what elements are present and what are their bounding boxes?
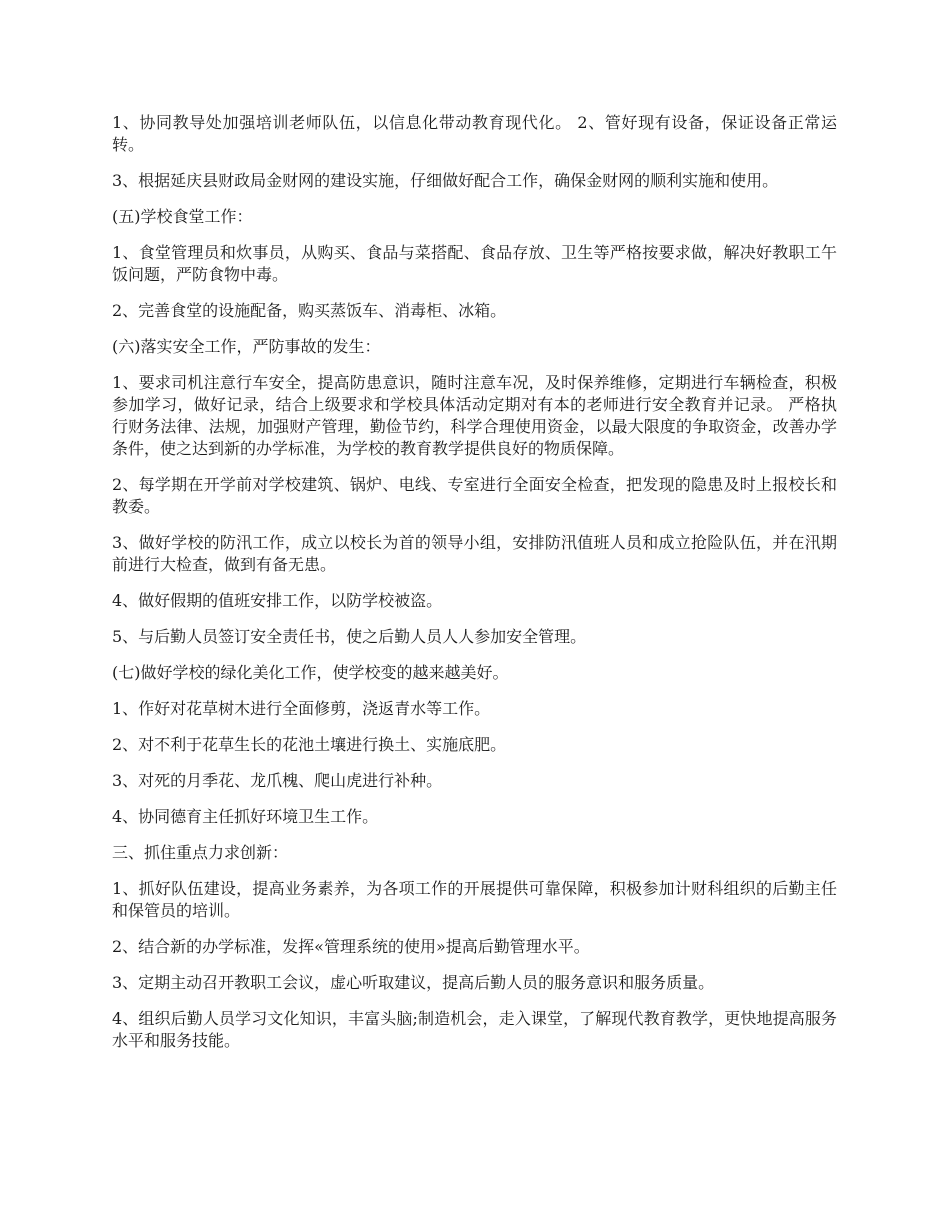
paragraph: 5、与后勤人员签订安全责任书，使之后勤人员人人参加安全管理。	[112, 627, 587, 646]
section-heading: (七)做好学校的绿化美化工作，使学校变的越来越美好。	[112, 663, 509, 682]
paragraph: 4、做好假期的值班安排工作，以防学校被盗。	[112, 591, 443, 610]
paragraph: 3、对死的月季花、龙爪槐、爬山虎进行补种。	[112, 771, 443, 790]
paragraph: 3、做好学校的防汛工作，成立以校长为首的领导小组，安排防汛值班人员和成立抢险队伍，并在汛期前进行大检查，做到有备无患。	[112, 533, 837, 574]
paragraph: 3、定期主动召开教职工会议，虚心听取建议，提高后勤人员的服务意识和服务质量。	[112, 973, 715, 992]
paragraph: 4、协同德育主任抓好环境卫生工作。	[112, 807, 379, 826]
paragraph: 1、要求司机注意行车安全，提高防患意识，随时注意车况，及时保养维修，定期进行车辆检查，积极参加学习，做好记录，结合上级要求和学校具体活动定期对有本的老师进行安全教育并记录。 严格执行财务法律、法规，加强财产管理，勤俭节约，科学合理使用资金，以最大限度的争取资金，改善办学条件，使之达到新的办学标准，为学校的教育教学提供良好的物质保障。	[112, 373, 837, 458]
paragraph: 4、组织后勤人员学习文化知识，丰富头脑;制造机会，走入课堂，了解现代教育教学，更快地提高服务水平和服务技能。	[112, 1009, 837, 1050]
section-heading: 三、抓住重点力求创新：	[112, 843, 289, 862]
paragraph: 2、对不利于花草生长的花池土壤进行换土、实施底肥。	[112, 735, 507, 754]
paragraph: 1、抓好队伍建设，提高业务素养，为各项工作的开展提供可靠保障，积极参加计财科组织的后勤主任和保管员的培训。	[112, 879, 837, 920]
paragraph: 2、结合新的办学标准，发挥«管理系统的使用»提高后勤管理水平。	[112, 937, 590, 956]
paragraph: 1、作好对花草树木进行全面修剪，浇返青水等工作。	[112, 699, 491, 718]
section-heading: (五)学校食堂工作：	[112, 207, 253, 226]
section-heading: (六)落实安全工作，严防事故的发生：	[112, 337, 381, 356]
document-body	[112, 112, 837, 1066]
paragraph: 2、完善食堂的设施配备，购买蒸饭车、消毒柜、冰箱。	[112, 301, 507, 320]
paragraph: 3、根据延庆县财政局金财网的建设实施，仔细做好配合工作，确保金财网的顺利实施和使用。	[112, 171, 779, 190]
paragraph: 1、协同教导处加强培训老师队伍，以信息化带动教育现代化。 2、管好现有设备，保证设备正常运转。	[112, 113, 837, 154]
paragraph: 1、食堂管理员和炊事员，从购买、食品与菜搭配、食品存放、卫生等严格按要求做，解决好教职工午饭问题，严防食物中毒。	[112, 243, 837, 284]
paragraph: 2、每学期在开学前对学校建筑、锅炉、电线、专室进行全面安全检查，把发现的隐患及时上报校长和教委。	[112, 475, 837, 516]
